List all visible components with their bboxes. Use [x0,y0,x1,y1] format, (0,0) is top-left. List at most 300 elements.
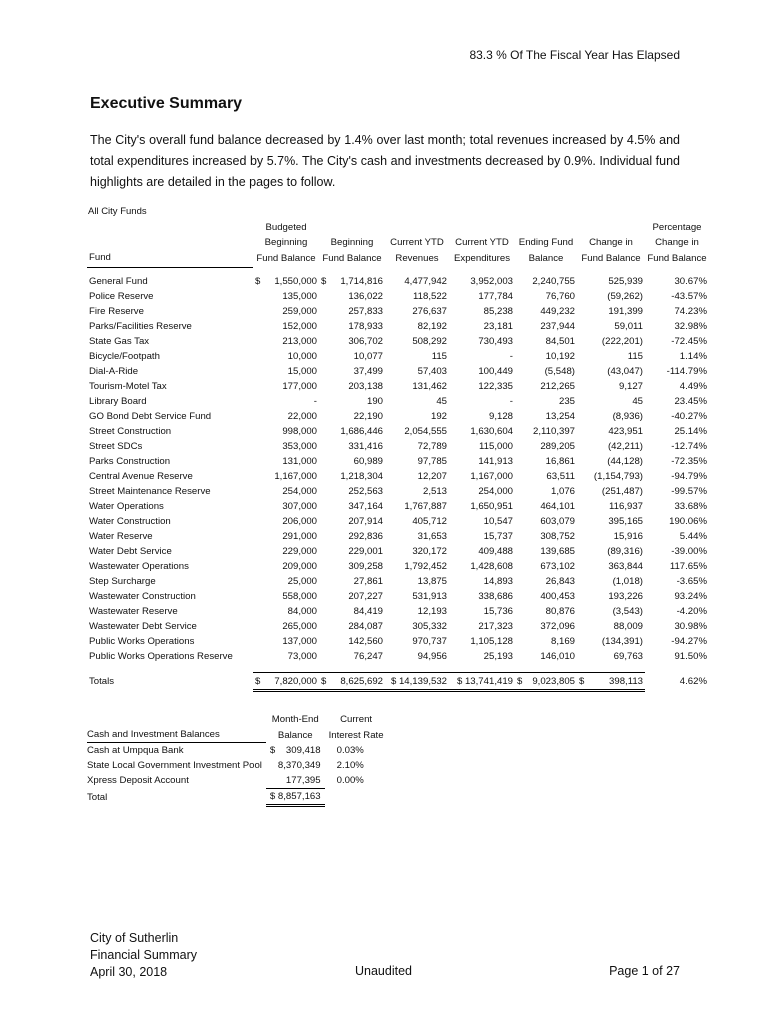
fund-ending: 212,265 [540,381,575,392]
fund-revenues: 118,522 [413,291,447,302]
fund-beginning: 203,138 [348,381,383,392]
cash-label: Xpress Deposit Account [87,775,189,787]
fund-change: (59,262) [607,291,643,302]
fund-ending: 80,876 [545,606,575,617]
fund-revenues: 508,292 [412,336,447,347]
col-pct-3: Fund Balance [647,252,707,264]
fund-pct: -94.79% [671,471,707,482]
fund-change: 395,165 [608,516,643,527]
fund-expenditures: - [509,351,513,362]
cash-rate: 0.00% [336,775,364,787]
fund-pct: -94.27% [671,636,707,647]
fund-beginning: 60,989 [353,456,383,467]
fund-change: (8,936) [612,411,643,422]
fund-pct: 33.68% [674,501,707,512]
fund-change: (42,211) [607,441,643,452]
totals-row [87,673,709,691]
fund-beginning: 292,836 [348,531,383,542]
col-change-2: Fund Balance [581,252,641,264]
col-month-end-1: Month-End [271,714,319,725]
fund-budgeted: 84,000 [287,606,317,617]
totals-beginning-value: 8,625,692 [340,675,383,687]
fund-pct: 30.67% [674,276,707,287]
fund-row [87,439,709,454]
cash-balance [266,743,325,759]
cash-balance-value: 309,418 [285,744,321,756]
col-budgeted-2: Beginning [264,237,308,248]
fund-beginning: 229,001 [348,546,383,557]
fund-ending: 1,076 [550,486,575,497]
fund-revenues: 2,513 [422,486,447,497]
footer-status: Unaudited [355,964,412,978]
fund-ending: 400,453 [540,591,575,602]
fund-row [87,469,709,484]
fund-change: 45 [632,396,643,407]
fund-budgeted: 131,000 [282,456,317,467]
fund-beginning: 27,861 [353,576,383,587]
totals-change-value: 398,113 [609,675,643,687]
fund-beginning: 84,419 [353,606,383,617]
fund-change: 525,939 [608,276,643,287]
fund-name: State Gas Tax [89,336,150,347]
fund-budgeted: 177,000 [282,381,317,392]
fund-pct: 117.65% [669,561,707,572]
fund-row [87,409,709,424]
fund-expenditures: 122,335 [478,381,513,392]
footer-page-number: Page 1 of 27 [609,964,680,978]
currency-symbol: $ [579,675,585,687]
fund-change: (1,154,793) [593,471,643,482]
col-rate-2: Interest Rate [328,729,384,741]
fund-expenditures: 254,000 [478,486,513,497]
fund-budgeted: 558,000 [282,591,317,602]
fund-expenditures: 1,167,000 [470,471,513,482]
fund-ending: 235 [558,396,575,407]
fund-name: Wastewater Reserve [89,606,178,617]
fund-budgeted: 998,000 [282,426,317,437]
fund-ending: 13,254 [545,411,575,422]
fund-revenues: 1,792,452 [404,561,447,572]
col-revenues-1: Current YTD [390,237,444,248]
fund-revenues: 115 [431,351,447,362]
fund-revenues: 405,712 [412,516,447,527]
fund-pct: 23.45% [674,396,707,407]
currency-symbol: $ [269,744,276,756]
cash-rate: 2.10% [336,760,364,771]
fund-change: 9,127 [618,381,643,392]
fund-row [87,484,709,499]
fund-revenues: 82,192 [417,321,447,332]
fund-change: 59,011 [614,321,643,332]
fund-budgeted: 259,000 [282,306,317,317]
fund-beginning: 22,190 [353,411,383,422]
footer-org-block [90,930,197,981]
fund-expenditures: 115,000 [479,441,513,452]
fund-row [87,424,709,439]
fund-beginning: 1,218,304 [340,471,383,482]
fund-pct: -4.20% [676,606,707,617]
fund-pct: 190.06% [669,516,707,527]
fund-beginning: 136,022 [348,291,383,302]
fund-ending: 449,232 [540,306,575,317]
fund-name: Parks Construction [89,456,171,467]
fund-expenditures: 409,488 [478,546,513,557]
fund-ending: 289,205 [540,441,575,452]
fund-pct: -12.74% [671,441,707,452]
fund-pct: -39.00% [671,546,707,557]
fund-ending: 2,240,755 [532,276,575,287]
fund-pct: 1.14% [679,351,707,362]
fund-beginning: 76,247 [353,651,383,662]
fund-budgeted: 307,000 [282,501,317,512]
fund-ending: 372,096 [540,621,575,632]
fund-pct: -99.57% [671,486,707,497]
fund-beginning: 37,499 [353,366,383,377]
col-ending-2: Balance [528,252,564,264]
fund-name: Water Debt Service [89,546,172,557]
fund-beginning: 309,258 [348,561,383,572]
fund-pct: -3.65% [676,576,707,587]
cash-row [87,758,388,773]
footer-date: April 30, 2018 [90,965,168,979]
fund-pct: -72.45% [671,336,707,347]
fund-name: Public Works Operations Reserve [89,651,233,662]
fund-revenues: 57,403 [417,366,447,377]
fund-row [87,334,709,349]
fund-pct: -114.79% [666,366,707,377]
fund-beginning: 347,164 [348,501,383,512]
fund-change: (1,018) [612,576,643,587]
fund-budgeted: 291,000 [282,531,317,542]
fund-beginning: 1,686,446 [340,426,383,437]
fund-budgeted: 206,000 [282,516,317,527]
fund-budgeted: 209,000 [282,561,317,572]
fund-ending: 10,192 [545,351,575,362]
fund-row [87,544,709,559]
fund-name: General Fund [89,276,148,287]
fund-pct: -40.27% [671,411,707,422]
col-revenues-2: Revenues [395,252,439,264]
fund-revenues: 12,207 [417,471,447,482]
fund-expenditures: 217,323 [478,621,513,632]
fund-change: (89,316) [607,546,643,557]
fund-revenues: 970,737 [412,636,447,647]
fund-row [87,499,709,514]
cash-rate: 0.03% [336,744,364,756]
fund-row [87,634,709,649]
fund-expenditures: 100,449 [478,366,513,377]
currency-symbol: $ [321,675,327,687]
fund-beginning: 207,914 [348,516,383,527]
fund-revenues: 31,653 [417,531,447,542]
totals-pct: 4.62% [679,676,707,687]
footer-doc: Financial Summary [90,948,197,962]
fund-row [87,274,709,289]
cash-row [87,773,388,789]
fiscal-year-note: 83.3 % Of The Fiscal Year Has Elapsed [469,48,680,62]
fund-revenues: 4,477,942 [404,276,447,287]
fund-name: Dial-A-Ride [89,366,139,377]
fund-budgeted: 22,000 [287,411,317,422]
totals-ending [515,673,577,691]
fund-change: 191,399 [608,306,643,317]
fund-ending: 8,169 [550,636,575,647]
fund-beginning-value: 1,714,816 [340,276,383,287]
fund-row [87,604,709,619]
fund-name: Library Board [89,396,147,407]
fund-budgeted: 213,000 [282,336,317,347]
cash-total-row [87,789,388,806]
fund-revenues: 1,767,887 [404,501,447,512]
fund-ending: 673,102 [540,561,575,572]
fund-change: (3,543) [612,606,643,617]
fund-change: 363,844 [608,561,643,572]
fund-beginning: 257,833 [348,306,383,317]
fund-beginning: 142,560 [348,636,383,647]
fund-name: Police Reserve [89,291,154,302]
fund-row [87,529,709,544]
fund-row [87,394,709,409]
fund-expenditures: 141,913 [478,456,513,467]
col-expenditures-2: Expenditures [454,252,510,264]
fund-ending: (5,548) [544,366,575,377]
fund-expenditures: 177,784 [478,291,513,302]
fund-revenues: 192 [430,411,447,422]
fund-pct: 93.24% [674,591,707,602]
fund-budgeted: 15,000 [287,366,317,377]
fund-row [87,319,709,334]
fund-change: (134,391) [601,636,643,647]
col-budgeted-1: Budgeted [265,222,307,233]
fund-change: 88,009 [613,621,643,632]
fund-budgeted: 137,000 [282,636,317,647]
fund-name: Wastewater Construction [89,591,196,602]
fund-row [87,619,709,634]
col-beginning-2: Fund Balance [322,252,382,264]
totals-budgeted [253,673,319,691]
fund-budgeted: - [313,396,317,407]
cash-total-label: Total [87,791,108,803]
fund-row [87,289,709,304]
fund-budgeted: 25,000 [287,576,317,587]
fund-revenues: 131,462 [412,381,447,392]
cash-investment-table [87,712,388,807]
fund-revenues: 97,785 [417,456,447,467]
fund-pct: 74.23% [674,306,707,317]
fund-expenditures: 1,650,951 [470,501,513,512]
fund-ending: 63,511 [546,471,575,482]
fund-name: Water Operations [89,501,164,512]
fund-beginning [319,274,385,289]
fund-ending: 603,079 [540,516,575,527]
col-cash-label: Cash and Investment Balances [87,727,266,743]
fund-budgeted: 353,000 [282,441,317,452]
fund-name: Central Avenue Reserve [89,471,193,482]
fund-beginning: 252,563 [348,486,383,497]
totals-ending-value: 9,023,805 [532,675,575,687]
fund-row [87,454,709,469]
totals-budgeted-value: 7,820,000 [274,675,317,687]
cash-total-balance: $ 8,857,163 [266,789,325,806]
fund-budgeted: 265,000 [282,621,317,632]
cash-label: Cash at Umpqua Bank [87,745,184,756]
col-beginning-1: Beginning [330,237,374,248]
totals-change [577,673,645,691]
fund-row [87,304,709,319]
fund-change: (43,047) [607,366,643,377]
fund-name: Water Construction [89,516,171,527]
fund-pct: 91.50% [674,651,707,662]
fund-name: Tourism-Motel Tax [89,381,167,392]
fund-pct: -43.57% [671,291,707,302]
fund-budgeted [253,274,319,289]
fund-row [87,364,709,379]
fund-budgeted: 152,000 [282,321,317,332]
fund-name: Fire Reserve [89,306,144,317]
fund-pct: 32.98% [674,321,707,332]
col-pct-1: Percentage [652,222,702,233]
fund-change: (251,487) [601,486,643,497]
fund-expenditures: 15,736 [483,606,513,617]
cash-balance: 177,395 [285,775,321,786]
fund-pct: 4.49% [679,381,707,392]
col-fund: Fund [87,250,253,268]
fund-row [87,574,709,589]
fund-name: Street Construction [89,426,172,437]
fund-beginning: 331,416 [348,441,383,452]
currency-symbol: $ [255,675,261,687]
fund-budgeted-value: 1,550,000 [274,276,317,287]
fund-ending: 84,501 [545,336,575,347]
fund-revenues: 12,193 [417,606,447,617]
fund-expenditures: 730,493 [478,336,513,347]
col-ending-1: Ending Fund [518,237,574,248]
fund-name: Water Reserve [89,531,153,542]
fund-expenditures: 85,238 [483,306,513,317]
col-month-end-2: Balance [277,729,313,741]
fund-pct: 30.98% [674,621,707,632]
fund-revenues: 305,332 [412,621,447,632]
fund-revenues: 2,054,555 [404,426,447,437]
totals-label: Totals [89,676,115,687]
fund-row [87,589,709,604]
fund-row [87,514,709,529]
fund-expenditures: 1,630,604 [470,426,513,437]
fund-name: GO Bond Debt Service Fund [89,411,212,422]
cash-balance: 8,370,349 [277,760,321,771]
fund-pct: 25.14% [674,426,707,437]
fund-beginning: 178,933 [348,321,383,332]
fund-revenues: 94,956 [417,651,447,662]
fund-row [87,649,709,664]
cash-row [87,743,388,759]
fund-budgeted: 229,000 [282,546,317,557]
fund-beginning: 10,077 [353,351,383,362]
fund-expenditures: 1,428,608 [470,561,513,572]
fund-pct: 5.44% [679,531,707,542]
col-change-1: Change in [589,237,633,248]
fund-revenues: 531,913 [412,591,447,602]
fund-revenues: 276,637 [412,306,447,317]
fund-name: Public Works Operations [89,636,195,647]
fund-name: Street SDCs [89,441,143,452]
fund-revenues: 320,172 [412,546,447,557]
fund-expenditures: 1,105,128 [470,636,513,647]
fund-ending: 146,010 [540,651,575,662]
totals-beginning [319,673,385,691]
fund-beginning: 284,087 [348,621,383,632]
fund-change: 115 [627,351,643,362]
fund-name: Street Maintenance Reserve [89,486,211,497]
fund-expenditures: 3,952,003 [470,276,513,287]
fund-change: 193,226 [608,591,643,602]
fund-expenditures: - [509,396,513,407]
fund-budgeted: 1,167,000 [274,471,317,482]
summary-paragraph: The City's overall fund balance decreased by 1.4% over last month; total revenues increased by 4.5% and total expenditures increased by 5.7%. The City's cash and investments decreased by 0.9%. Individual fund highlights are detailed in the pages to follow. [90,133,680,189]
fund-name: Parks/Facilities Reserve [89,321,192,332]
fund-expenditures: 25,193 [483,651,513,662]
col-expenditures-1: Current YTD [455,237,509,248]
fund-change: 15,916 [613,531,643,542]
fund-row [87,349,709,364]
fund-ending: 308,752 [540,531,575,542]
col-budgeted-3: Fund Balance [256,252,316,264]
fund-balance-table [87,220,709,692]
fund-budgeted: 254,000 [282,486,317,497]
fund-expenditures: 15,737 [483,531,513,542]
fund-change: 69,763 [613,651,643,662]
fund-pct: -72.35% [671,456,707,467]
totals-revenues: $ 14,139,532 [385,673,449,691]
fund-ending: 16,861 [545,456,575,467]
fund-name: Wastewater Debt Service [89,621,197,632]
fund-ending: 76,760 [545,291,575,302]
fund-revenues: 13,875 [417,576,447,587]
fund-ending: 26,843 [545,576,575,587]
fund-budgeted: 73,000 [287,651,317,662]
currency-symbol: $ [517,675,523,687]
fund-name: Bicycle/Footpath [89,351,160,362]
fund-beginning: 306,702 [348,336,383,347]
fund-revenues: 45 [436,396,447,407]
fund-change: 423,951 [608,426,643,437]
fund-beginning: 207,227 [348,591,383,602]
fund-change: (44,128) [607,456,643,467]
fund-change: (222,201) [601,336,643,347]
col-rate-1: Current [340,714,373,725]
fund-name: Step Surcharge [89,576,156,587]
fund-change: 116,937 [609,501,643,512]
currency-symbol: $ [321,276,327,287]
fund-name: Wastewater Operations [89,561,189,572]
fund-revenues: 72,789 [417,441,447,452]
funds-subheading: All City Funds [88,206,147,217]
fund-expenditures: 10,547 [483,516,513,527]
col-pct-2: Change in [655,237,699,248]
fund-ending: 2,110,397 [533,426,575,437]
fund-ending: 237,944 [540,321,575,332]
fund-budgeted: 10,000 [287,351,317,362]
page-title: Executive Summary [90,95,243,112]
fund-ending: 464,101 [540,501,575,512]
footer-org: City of Sutherlin [90,931,179,945]
fund-row [87,379,709,394]
cash-label: State Local Government Investment Pool [87,760,262,771]
fund-beginning: 190 [366,396,383,407]
fund-expenditures: 9,128 [488,411,513,422]
currency-symbol: $ [255,276,261,287]
fund-expenditures: 338,686 [478,591,513,602]
